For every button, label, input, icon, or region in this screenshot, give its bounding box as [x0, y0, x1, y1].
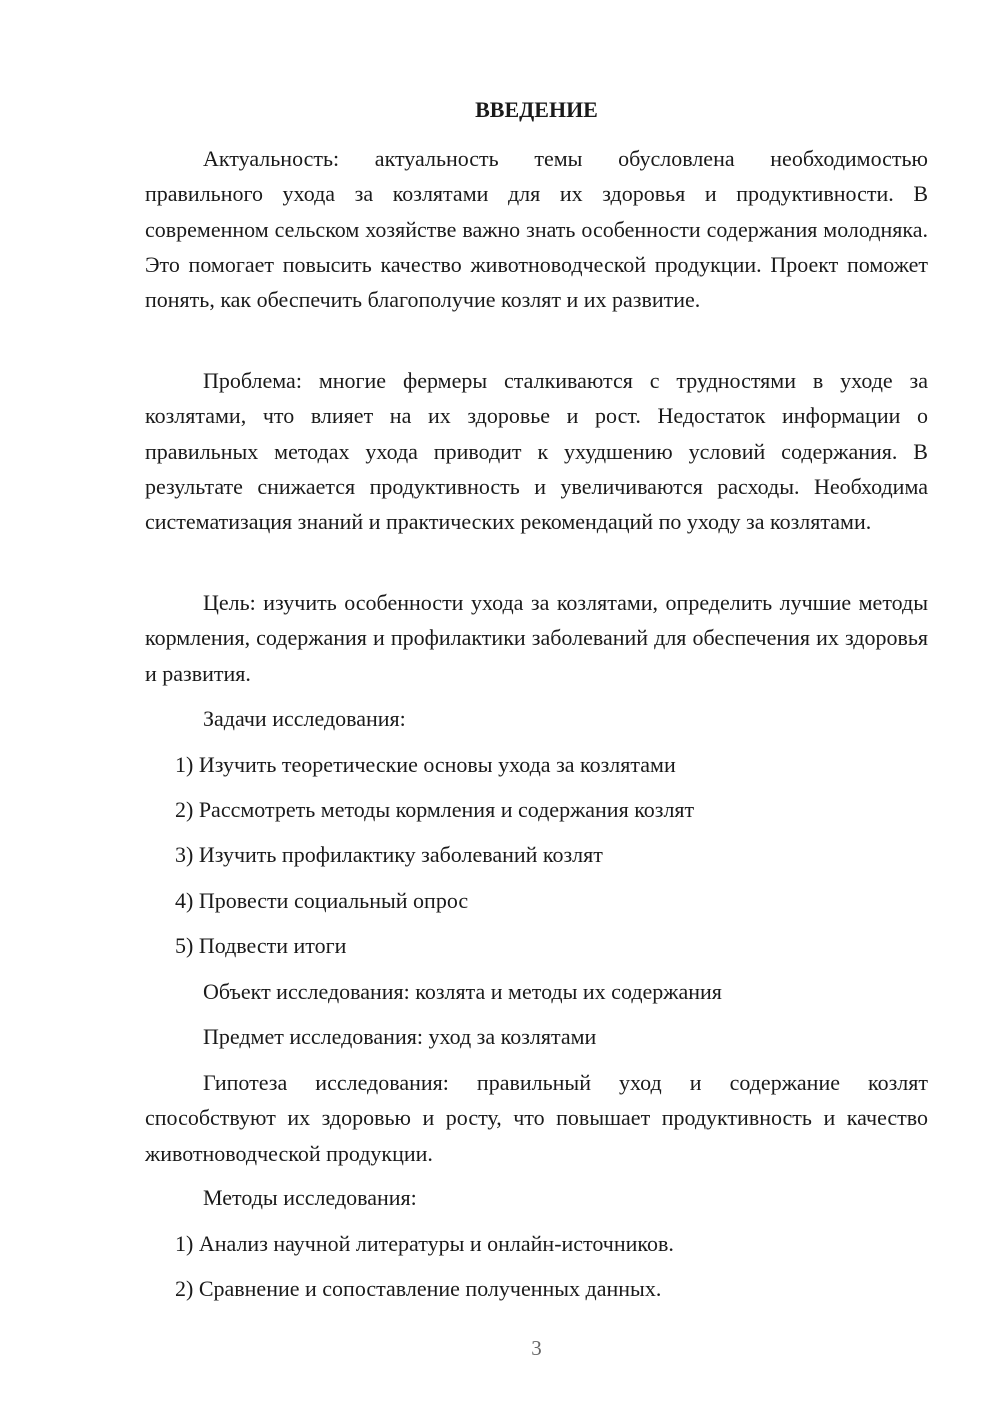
problem-paragraph: Проблема: многие фермеры сталкиваются с трудностями в уходе за козлятами, что влияет на их здоровье и рост. Недостаток информации о правильных методах ухода приводит к ухудшению условий содержания. В результате снижается продуктивность и увеличиваются расходы. Необходима систематизация знаний и практических рекомендаций по уходу за козлятами. [145, 368, 928, 535]
methods-title: Методы исследования: [203, 1185, 417, 1210]
object-line: Объект исследования: козлята и методы их содержания [203, 979, 722, 1004]
method-item: 1) Анализ научной литературы и онлайн-источников. [175, 1231, 674, 1256]
relevance-paragraph: Актуальность: актуальность темы обусловлена необходимостью правильного ухода за козлятами для их здоровья и продуктивности. В современном сельском хозяйстве важно знать особенности содержания молодняка. Это помогает повысить качество животноводческой продукции. Проект поможет понять, как обеспечить благополучие козлят и их развитие. [145, 146, 928, 313]
hypothesis-paragraph: Гипотеза исследования: правильный уход и содержание козлят способствуют их здоровью и росту, что повышает продуктивность и качество животноводческой продукции. [145, 1070, 928, 1166]
method-item: 2) Сравнение и сопоставление полученных данных. [175, 1276, 662, 1301]
task-item: 5) Подвести итоги [175, 933, 347, 958]
document-page [145, 0, 928, 1414]
task-item: 1) Изучить теоретические основы ухода за козлятами [175, 752, 676, 777]
task-item: 2) Рассмотреть методы кормления и содержания козлят [175, 797, 695, 822]
goal-paragraph: Цель: изучить особенности ухода за козлятами, определить лучшие методы кормления, содержания и профилактики заболеваний для обеспечения их здоровья и развития. [145, 590, 928, 686]
page-number: 3 [531, 1336, 542, 1360]
tasks-title: Задачи исследования: [203, 706, 406, 731]
task-item: 4) Провести социальный опрос [175, 888, 469, 913]
subject-line: Предмет исследования: уход за козлятами [203, 1024, 597, 1049]
task-item: 3) Изучить профилактику заболеваний козлят [175, 842, 603, 867]
page-heading: ВВЕДЕНИЕ [475, 97, 598, 122]
